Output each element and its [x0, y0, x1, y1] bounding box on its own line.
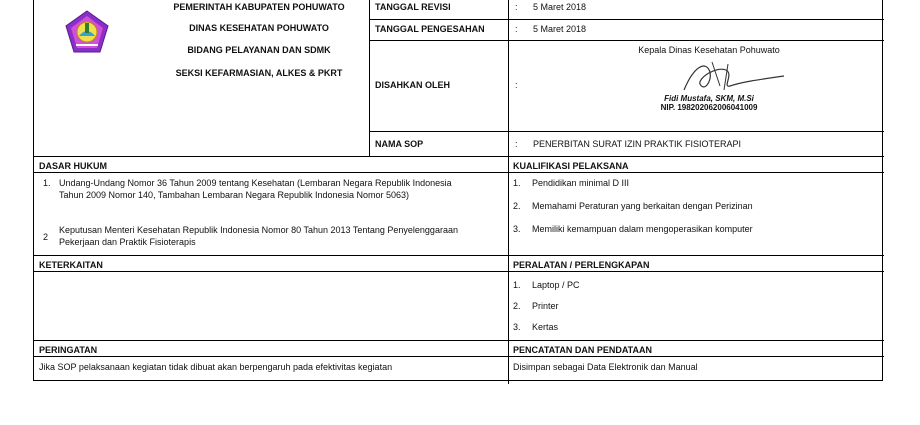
- logo-emblem: [64, 9, 110, 55]
- list-item-number: 2.: [513, 201, 521, 211]
- tanggal-pengesahan-value: 5 Maret 2018: [533, 24, 587, 34]
- divider-sec1-head: [34, 172, 884, 173]
- dasar-hukum-item-1-line-2: Tahun 2009 Nomor 140, Tambahan Lembaran Negara Republik Indonesia Nomor 5063): [59, 190, 410, 200]
- list-item-number: 2: [43, 232, 49, 242]
- agency-line-4: SEKSI KEFARMASIAN, ALKES & PKRT: [175, 68, 343, 78]
- signatory-title: Kepala Dinas Kesehatan Pohuwato: [638, 45, 780, 55]
- divider-sec2: [34, 255, 884, 256]
- dasar-hukum-item-1-line-1: Undang-Undang Nomor 36 Tahun 2009 tentang Kesehatan (Lembaran Negara Republik Indonesia: [59, 178, 452, 188]
- colon: :: [515, 80, 518, 90]
- divider-row1: [369, 19, 884, 20]
- colon: :: [515, 139, 518, 149]
- tanggal-revisi-value: 5 Maret 2018: [533, 2, 587, 12]
- dasar-hukum-item-2-line-1: Keputusan Menteri Kesehatan Republik Indonesia Nomor 80 Tahun 2013 Tentang Penyelenggaraan: [59, 225, 458, 235]
- list-item-number: 3.: [513, 224, 521, 234]
- divider-sec3-head: [34, 356, 884, 357]
- pencatatan-text: Disimpan sebagai Data Elektronik dan Manual: [513, 362, 698, 372]
- list-item-number: 1.: [513, 178, 521, 188]
- list-item-number: 2.: [513, 301, 521, 311]
- pencatatan-label: PENCATATAN DAN PENDATAAN: [513, 345, 652, 355]
- nama-sop-label: NAMA SOP: [375, 139, 424, 149]
- colon: :: [515, 24, 518, 34]
- list-item-number: 3.: [513, 322, 521, 332]
- nama-sop-value: PENERBITAN SURAT IZIN PRAKTIK FISIOTERAPI: [533, 139, 742, 149]
- signatory-name: Fidi Mustafa, SKM, M.Si: [664, 94, 754, 103]
- divider-header-bottom: [34, 156, 884, 157]
- kualifikasi-label: KUALIFIKASI PELAKSANA: [513, 161, 629, 171]
- list-item-number: 1.: [43, 178, 51, 188]
- divider-main: [508, 0, 509, 384]
- kualifikasi-item-2: Memahami Peraturan yang berkaitan dengan Perizinan: [532, 201, 753, 211]
- tanggal-pengesahan-label: TANGGAL PENGESAHAN: [375, 24, 485, 34]
- peralatan-label: PERALATAN / PERLENGKAPAN: [513, 260, 650, 270]
- peringatan-text: Jika SOP pelaksanaan kegiatan tidak dibuat akan berpengaruh pada efektivitas kegiatan: [39, 362, 393, 372]
- dasar-hukum-label: DASAR HUKUM: [39, 161, 107, 171]
- disahkan-label: DISAHKAN OLEH: [375, 80, 451, 90]
- divider-sec3: [34, 340, 884, 341]
- list-item-number: 1.: [513, 280, 521, 290]
- agency-line-1: PEMERINTAH KABUPATEN POHUWATO: [173, 2, 345, 12]
- signatory-nip: NIP. 198202062006041009: [660, 103, 758, 112]
- agency-line-2: DINAS KESEHATAN POHUWATO: [189, 23, 329, 33]
- kualifikasi-item-1: Pendidikan minimal D III: [532, 178, 630, 188]
- agency-line-3: BIDANG PELAYANAN DAN SDMK: [187, 45, 331, 55]
- divider-sec2-head: [34, 271, 884, 272]
- divider-row3: [369, 131, 884, 132]
- peralatan-item-3: Kertas: [532, 322, 559, 332]
- peralatan-item-2: Printer: [532, 301, 559, 311]
- signature-image: [664, 56, 814, 96]
- peringatan-label: PERINGATAN: [39, 345, 98, 355]
- divider-row2: [369, 40, 884, 41]
- kualifikasi-item-3: Memiliki kemampuan dalam mengoperasikan komputer: [532, 224, 753, 234]
- dasar-hukum-item-2-line-2: Pekerjaan dan Praktik Fisioterapis: [59, 237, 196, 247]
- colon: :: [515, 2, 518, 12]
- keterkaitan-label: KETERKAITAN: [39, 260, 103, 270]
- sop-table: [33, 0, 883, 381]
- tanggal-revisi-label: TANGGAL REVISI: [375, 2, 451, 12]
- peralatan-item-1: Laptop / PC: [532, 280, 580, 290]
